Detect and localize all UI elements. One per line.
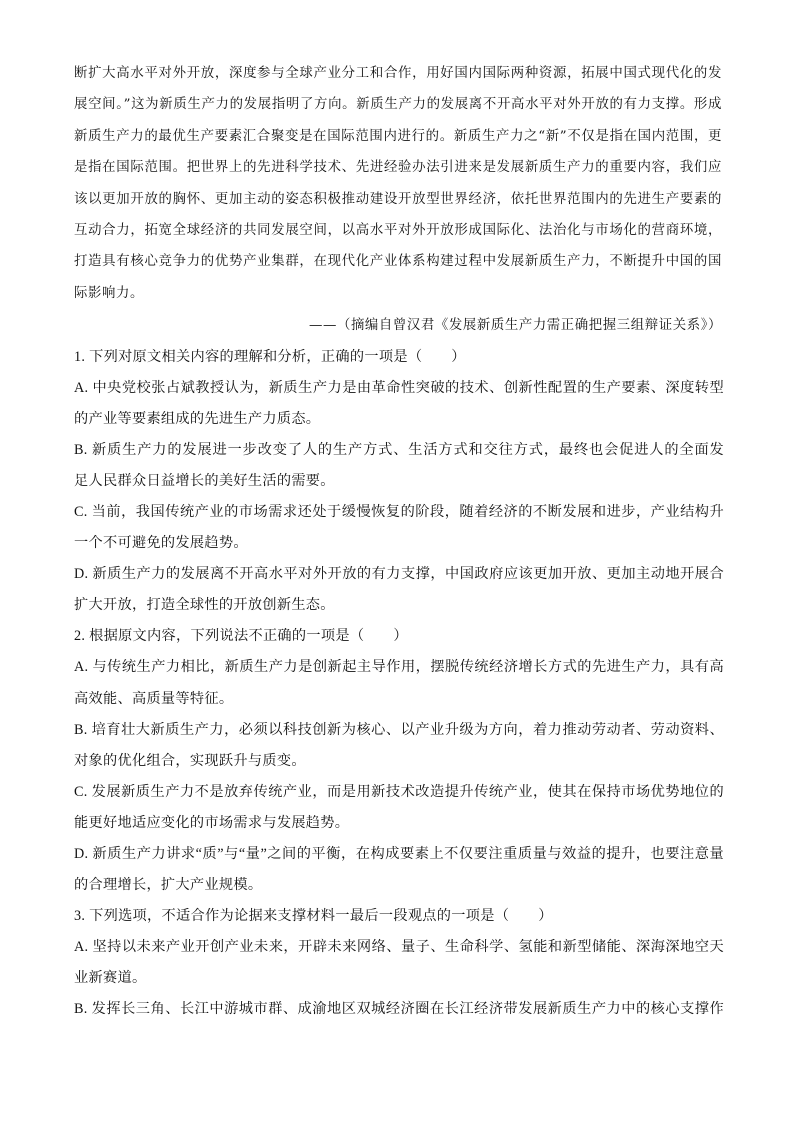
option-line: 的产业等要素组成的先进生产力质态。 [74, 411, 321, 428]
option-line: 足人民群众日益增长的美好生活的需要。 [74, 473, 335, 490]
option-c [74, 777, 724, 839]
option-a [74, 652, 724, 714]
option-line: B. 发挥长三角、长江中游城市群、成渝地区双城经济圈在长江经济带发展新质生产力中的核心支撑作 [74, 1000, 724, 1017]
passage-paragraph: 断扩大高水平对外开放，深度参与全球产业分工和合作，用好国内国际两种资源，拓展中国式现代化的发展空间。”这为新质生产力的发展指明了方向。新质生产力的发展离不开高水平对外开放的有力支撑。形成新质生产力的最优生产要素汇合聚变是在国际范围内进行的。新质生产力之“新”不仅是指在国内范围，更是指在国际范围。把世界上的先进科学技术、先进经验办法引进来是发展新质生产力的重要内容，我们应该以更加开放的胸怀、更加主动的姿态积极推动建设开放型世界经济，依托世界范围内的先进生产要素的互动合力，拓宽全球经济的共同发展空间，以高水平对外开放形成国际化、法治化与市场化的营商环境，打造具有核心竞争力的优势产业集群，在现代化产业体系构建过程中发展新质生产力，不断提升中国的国际影响力。 [74, 66, 722, 301]
question-3 [74, 901, 724, 1025]
option-b [74, 715, 724, 777]
option-line: 对象的优化组合，实现跃升与质变。 [74, 752, 306, 769]
option-line: 高效能、高质量等特征。 [74, 690, 234, 707]
option-b [74, 435, 724, 497]
option-line: B. 新质生产力的发展进一步改变了人的生产方式、生活方式和交往方式，最终也会促进人的全面发 [74, 442, 724, 459]
option-a [74, 373, 724, 435]
option-line: D. 新质生产力的发展离不开高水平对外开放的有力支撑，中国政府应该更加开放、更加主动地开展合 [74, 566, 724, 583]
option-line: C. 当前，我国传统产业的市场需求还处于缓慢恢复的阶段，随着经济的不断发展和进步，产业结构升 [74, 504, 724, 521]
option-line: 能更好地适应变化的市场需求与发展趋势。 [74, 814, 350, 831]
question-2 [74, 621, 724, 900]
question-1 [74, 342, 724, 621]
option-b [74, 994, 724, 1025]
option-line: A. 坚持以未来产业开创产业未来，开辟未来网络、量子、生命科学、氢能和新型储能、深海深地空天 [74, 938, 724, 955]
option-line: A. 与传统生产力相比，新质生产力是创新起主导作用，摆脱传统经济增长方式的先进生产力，具有高 [74, 659, 724, 676]
question-stem: 2. 根据原文内容，下列说法不正确的一项是（ ） [74, 628, 408, 645]
option-line: A. 中央党校张占斌教授认为，新质生产力是由革命性突破的技术、创新性配置的生产要素、深度转型 [74, 380, 724, 397]
option-line: D. 新质生产力讲求“质”与“量”之间的平衡，在构成要素上不仅要注重质量与效益的提升，也要注意量 [74, 845, 724, 862]
option-a [74, 932, 724, 994]
option-line: 一个不可避免的发展趋势。 [74, 535, 248, 552]
question-list [74, 342, 724, 1025]
option-c [74, 497, 724, 559]
option-d [74, 559, 724, 621]
option-line: 扩大开放，打造全球性的开放创新生态。 [74, 597, 335, 614]
question-stem: 3. 下列选项，不适合作为论据来支撑材料一最后一段观点的一项是（ ） [74, 907, 553, 924]
passage-source: ——（摘编自曾汉君《发展新质生产力需正确把握三组辩证关系》） [308, 318, 722, 333]
option-line: B. 培育壮大新质生产力，必须以科技创新为核心、以产业升级为方向，着力推动劳动者、劳动资料、 [74, 721, 724, 738]
option-line: 业新赛道。 [74, 969, 147, 986]
question-stem: 1. 下列对原文相关内容的理解和分析，正确的一项是（ ） [74, 349, 466, 365]
option-line: C. 发展新质生产力不是放弃传统产业，而是用新技术改造提升传统产业，使其在保持市场优势地位的 [74, 783, 724, 800]
option-line: 的合理增长，扩大产业规模。 [74, 876, 263, 893]
option-d [74, 839, 724, 901]
